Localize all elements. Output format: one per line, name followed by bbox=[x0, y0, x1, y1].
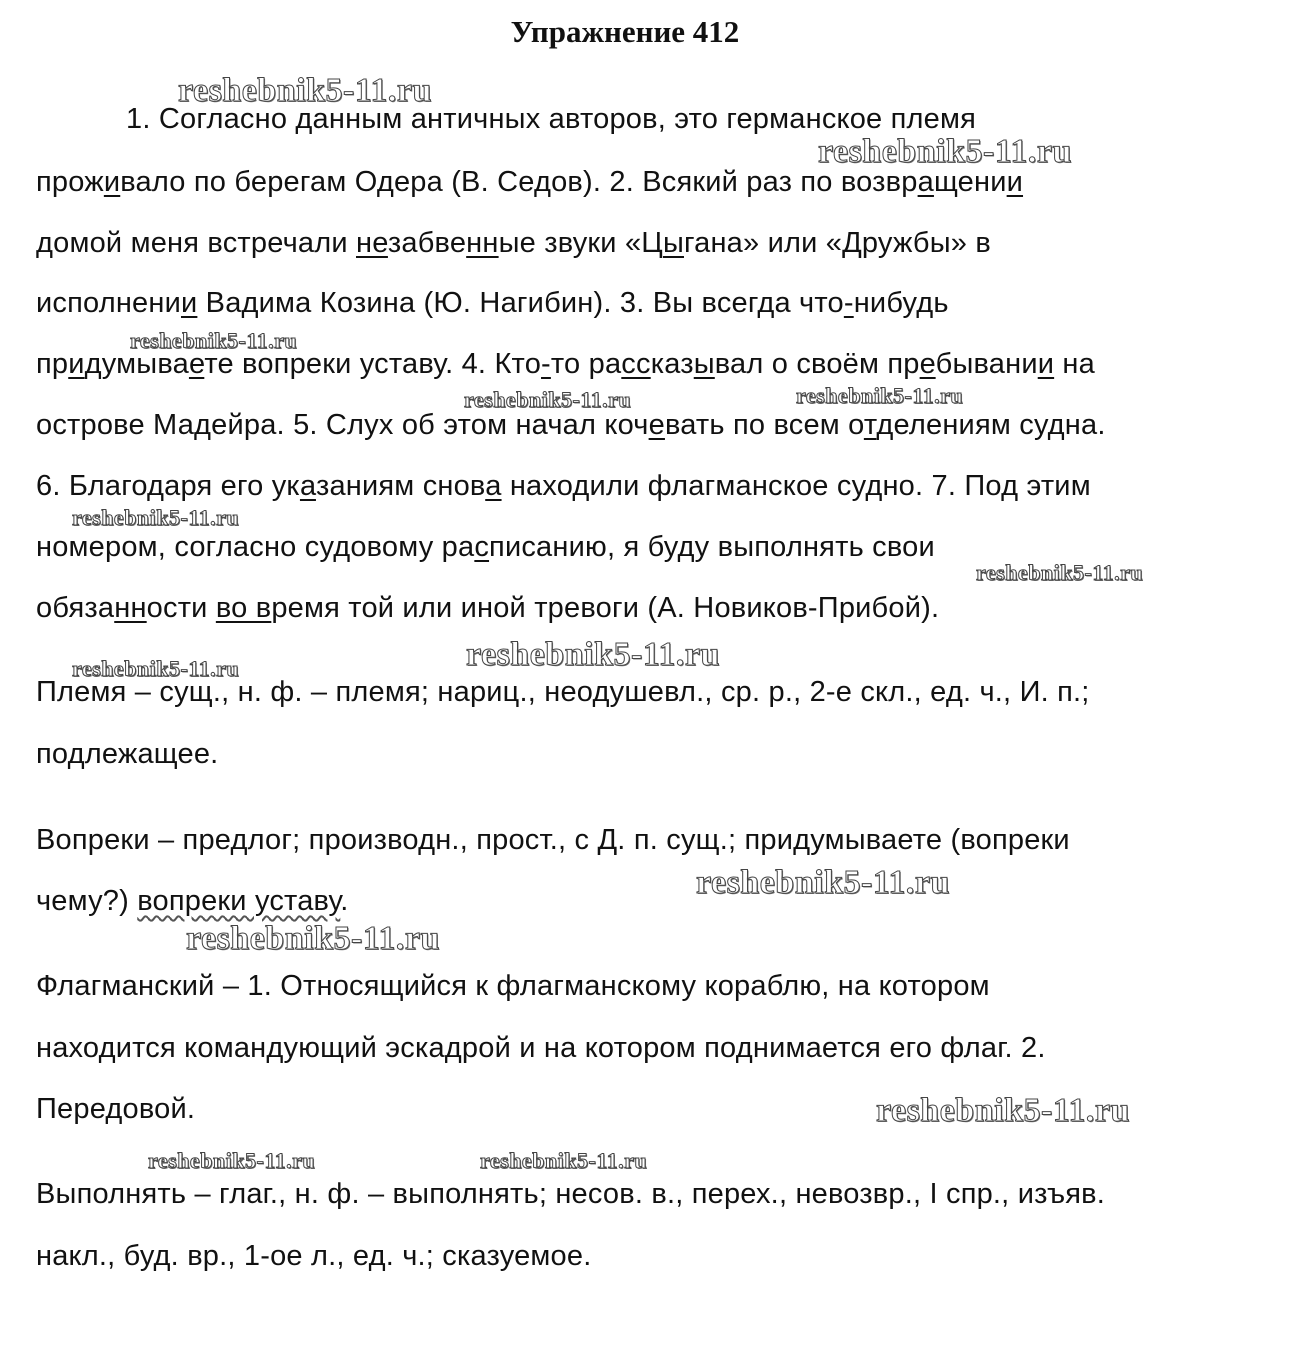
text-line-3: домой меня встречали незабвенные звуки «Цыгана» или «Дружбы» в bbox=[36, 227, 991, 259]
text-line-2: проживало по берегам Одера (В. Седов). 2. Всякий раз по возвращении bbox=[36, 166, 1024, 198]
watermark: reshebnik5-11.ru bbox=[464, 387, 632, 412]
watermark: reshebnik5-11.ru bbox=[148, 1148, 316, 1173]
text-line-9: обязанности во время той или иной тревоги (А. Новиков-Прибой). bbox=[36, 592, 940, 624]
watermark: reshebnik5-11.ru bbox=[178, 72, 432, 109]
analysis-line-vypolnyat: Выполнять – глаг., н. ф. – выполнять; несов. в., перех., невозвр., I спр., изъяв. bbox=[36, 1178, 1106, 1210]
text-line-5: придумываете вопреки уставу. 4. Кто-то рассказывал о своём пребывании на bbox=[36, 348, 1095, 380]
analysis-line-vopreki-2: чему?) вопреки уставу. bbox=[36, 885, 349, 917]
text-line-7: 6. Благодаря его указаниям снова находили флагманское судно. 7. Под этим bbox=[36, 470, 1091, 502]
watermark: reshebnik5-11.ru bbox=[818, 133, 1072, 170]
definition-line-flagmansky-3: Передовой. bbox=[36, 1093, 196, 1125]
watermark: reshebnik5-11.ru bbox=[72, 656, 240, 681]
definition-line-flagmansky: Флагманский – 1. Относящийся к флагманскому кораблю, на котором bbox=[36, 970, 990, 1002]
watermark: reshebnik5-11.ru bbox=[186, 920, 440, 957]
watermark: reshebnik5-11.ru bbox=[480, 1148, 648, 1173]
definition-line-flagmansky-2: находится командующий эскадрой и на котором поднимается его флаг. 2. bbox=[36, 1032, 1046, 1064]
text-line-1: 1. Согласно данным античных авторов, это германское племя bbox=[126, 103, 977, 135]
analysis-line-plemya-2: подлежащее. bbox=[36, 738, 219, 770]
analysis-line-vypolnyat-2: накл., буд. вр., 1-ое л., ед. ч.; сказуемое. bbox=[36, 1240, 592, 1272]
text-line-4: исполнении Вадима Козина (Ю. Нагибин). 3. Вы всегда что-нибудь bbox=[36, 287, 949, 319]
text-line-6: острове Мадейра. 5. Слух об этом начал кочевать по всем отделениям судна. bbox=[36, 409, 1106, 441]
watermark: reshebnik5-11.ru bbox=[796, 383, 964, 408]
watermark: reshebnik5-11.ru bbox=[696, 864, 950, 901]
watermark: reshebnik5-11.ru bbox=[72, 505, 240, 530]
watermark: reshebnik5-11.ru bbox=[466, 636, 720, 673]
analysis-line-vopreki: Вопреки – предлог; производн., прост., с Д. п. сущ.; придумываете (вопреки bbox=[36, 824, 1070, 856]
watermark: reshebnik5-11.ru bbox=[130, 328, 298, 353]
analysis-line-plemya: Племя – сущ., н. ф. – племя; нариц., неодушевл., ср. р., 2-е скл., ед. ч., И. п.; bbox=[36, 676, 1090, 708]
page-title: Упражнение 412 bbox=[510, 14, 740, 49]
watermark: reshebnik5-11.ru bbox=[876, 1092, 1130, 1129]
text-line-8: номером, согласно судовому расписанию, я буду выполнять свои bbox=[36, 531, 935, 563]
watermark: reshebnik5-11.ru bbox=[976, 560, 1144, 585]
